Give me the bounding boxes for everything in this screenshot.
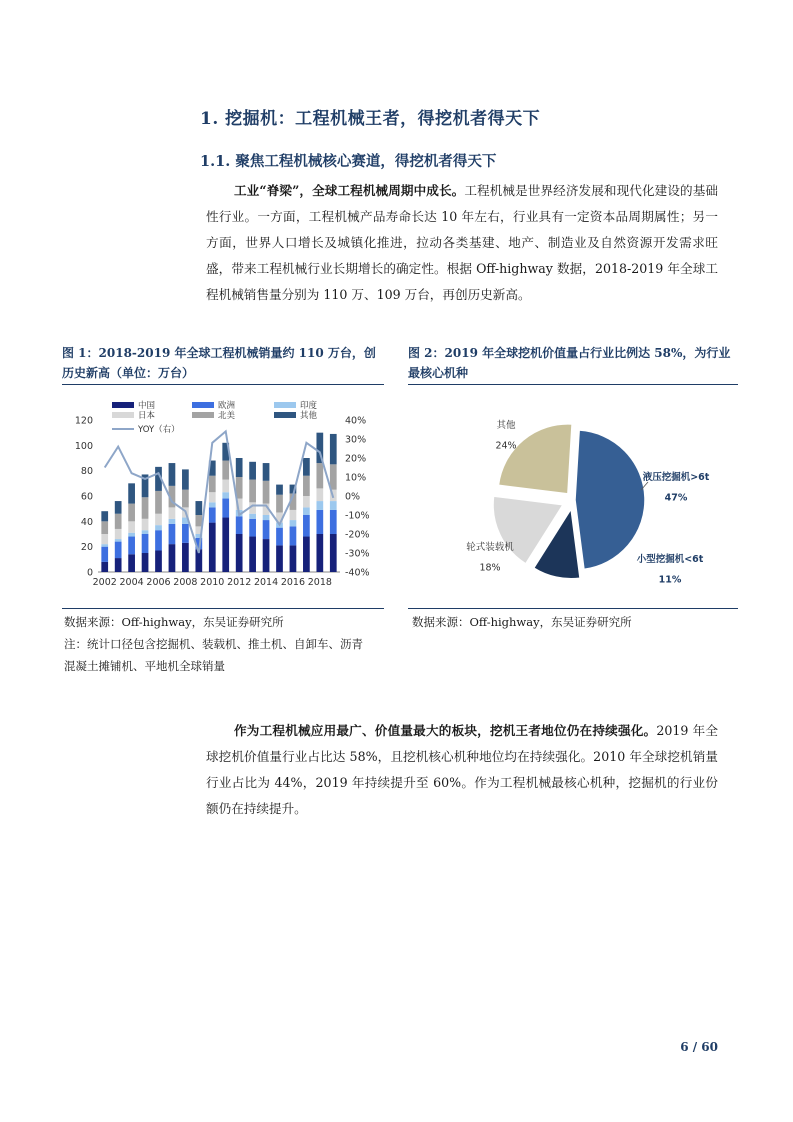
bar-segment xyxy=(222,518,229,572)
bar-segment xyxy=(101,534,108,544)
bar-segment xyxy=(263,520,270,539)
bar-segment xyxy=(316,534,323,572)
legend-label: 欧洲 xyxy=(218,401,236,411)
bar-segment xyxy=(290,510,297,520)
bar-segment xyxy=(128,521,135,532)
page-number: 6 / 60 xyxy=(680,1040,718,1054)
bar-segment xyxy=(142,553,149,572)
bar-segment xyxy=(222,499,229,518)
bar-segment xyxy=(128,533,135,537)
bar-segment xyxy=(316,510,323,534)
bar-segment xyxy=(290,520,297,526)
bar-segment xyxy=(169,507,176,518)
bar-segment xyxy=(142,534,149,553)
y-left-tick-label: 120 xyxy=(74,415,93,427)
bar-segment xyxy=(128,554,135,572)
yoy-line xyxy=(105,431,334,553)
pie-label xyxy=(495,419,516,451)
pie-label-name: 轮式装载机 xyxy=(466,542,514,553)
pie-label-name: 液压挖掘机>6t xyxy=(642,472,710,483)
bar-segment xyxy=(155,514,162,525)
bar-segment xyxy=(101,547,108,562)
bar-segment xyxy=(303,537,310,572)
bar-segment xyxy=(330,534,337,572)
y-right-tick-label: 10% xyxy=(345,472,367,484)
bar-segment xyxy=(222,461,229,480)
y-left-tick-label: 40 xyxy=(80,516,93,528)
bar-segment xyxy=(276,495,283,513)
bar-segment xyxy=(169,524,176,544)
legend-swatch xyxy=(192,402,214,408)
bar-segment xyxy=(209,476,216,492)
bar-segment xyxy=(101,562,108,572)
y-left-tick-label: 20 xyxy=(80,542,93,554)
bar-segment xyxy=(142,519,149,530)
figure-1-source xyxy=(64,611,364,677)
excavator-paragraph xyxy=(206,718,718,822)
pie-label-name: 其他 xyxy=(496,420,516,431)
bar-segment xyxy=(115,529,122,539)
excavator-body: 2019 年全球挖机价值量行业占比达 58%，且挖机核心机种地位均在持续强化。2010 年全球挖机销量行业占比为 44%，2019 年持续提升至 60%。作为工程机械最核心机种，挖掘机的行业份额仍在持续提升。 xyxy=(206,723,718,816)
intro-paragraph xyxy=(206,178,718,308)
bar-segment xyxy=(209,523,216,572)
figure-1-title: 图 1：2018-2019 年全球工程机械销量约 110 万台，创历史新高（单位：万台） xyxy=(62,343,384,385)
y-right-tick-label: -10% xyxy=(345,510,370,522)
x-tick-label: 2004 xyxy=(119,577,144,588)
y-right-tick-label: -20% xyxy=(345,529,370,541)
legend-label: 中国 xyxy=(138,401,156,411)
bar-segment xyxy=(316,501,323,510)
x-tick-label: 2018 xyxy=(307,577,332,588)
bar-segment xyxy=(263,539,270,572)
bar-segment xyxy=(115,539,122,542)
bar-segment xyxy=(303,507,310,515)
bar-segment xyxy=(182,490,189,508)
bar-segment xyxy=(182,524,189,543)
legend-label: 印度 xyxy=(300,401,318,411)
section-heading-1: 1. 挖掘机：工程机械王者，得挖机者得天下 xyxy=(200,109,541,129)
x-tick-label: 2006 xyxy=(146,577,171,588)
bar-segment xyxy=(182,469,189,489)
bar-segment xyxy=(169,544,176,572)
y-right-tick-label: 0% xyxy=(345,491,361,503)
legend-swatch xyxy=(112,412,134,418)
legend-label: 日本 xyxy=(138,411,156,421)
y-right-tick-label: 40% xyxy=(345,415,367,427)
bar-segment xyxy=(169,519,176,524)
bar-segment xyxy=(222,492,229,498)
bar-segment xyxy=(222,480,229,493)
figure-1-source-text: 数据来源：Off-highway，东吴证券研究所 xyxy=(64,615,284,629)
y-right-tick-label: -40% xyxy=(345,567,370,579)
bar-segment xyxy=(142,530,149,534)
bar-segment xyxy=(128,537,135,555)
bar-segment xyxy=(276,528,283,546)
bar-segment xyxy=(249,537,256,572)
y-left-tick-label: 60 xyxy=(80,491,93,503)
pie-label xyxy=(637,553,704,585)
bar-segment xyxy=(115,501,122,514)
bar-segment xyxy=(209,507,216,522)
bar-segment xyxy=(236,534,243,572)
bar-segment xyxy=(330,434,337,464)
bar-segment xyxy=(101,511,108,521)
figure-2-source: 数据来源：Off-highway，东吴证券研究所 xyxy=(412,615,632,629)
bar-segment xyxy=(249,462,256,480)
bar-segment xyxy=(276,545,283,572)
bar-segment xyxy=(263,481,270,504)
bar-segment xyxy=(303,496,310,507)
y-left-tick-label: 0 xyxy=(86,567,93,579)
bar-segment xyxy=(209,502,216,507)
legend-swatch xyxy=(192,412,214,418)
legend-swatch xyxy=(274,412,296,418)
bar-segment xyxy=(249,480,256,503)
figure-2-box xyxy=(408,388,738,609)
pie-label-value: 47% xyxy=(664,492,688,504)
bar-segment xyxy=(249,514,256,519)
bar-segment xyxy=(155,491,162,514)
legend-label: YOY（右） xyxy=(138,425,180,435)
bar-segment xyxy=(169,463,176,486)
bar-chart xyxy=(62,388,384,608)
bar-segment xyxy=(101,521,108,534)
figure-1-box xyxy=(62,388,384,609)
bar-segment xyxy=(142,497,149,519)
y-left-tick-label: 80 xyxy=(80,466,93,478)
pie-slice xyxy=(575,430,645,569)
y-left-tick-label: 100 xyxy=(74,440,93,452)
intro-body: 工程机械是世界经济发展和现代化建设的基础性行业。一方面，工程机械产品寿命长达 10 年左右，行业具有一定资本品周期属性；另一方面，世界人口增长及城镇化推进，拉动各类基建、地产、制造业及自然资源开发需求旺盛，带来工程机械行业长期增长的确定性。根据 Off-highway 数据，2018-2019 年全球工程机械销售量分别为 110 万、109 万台，再创历史新高。 xyxy=(206,183,719,302)
legend-label: 其他 xyxy=(300,411,318,421)
legend-label: 北美 xyxy=(218,411,236,421)
y-right-tick-label: -30% xyxy=(345,548,370,560)
bar-segment xyxy=(263,515,270,520)
pie-slice xyxy=(498,424,572,494)
bar-segment xyxy=(330,464,337,489)
bar-segment xyxy=(316,488,323,501)
legend-swatch xyxy=(112,402,134,408)
y-right-tick-label: 20% xyxy=(345,453,367,465)
bar-segment xyxy=(115,542,122,558)
pie-label-value: 11% xyxy=(658,574,682,586)
y-right-tick-label: 30% xyxy=(345,434,367,446)
x-tick-label: 2016 xyxy=(280,577,306,588)
bar-segment xyxy=(236,516,243,534)
pie-label xyxy=(466,541,514,573)
bar-segment xyxy=(303,515,310,537)
bar-segment xyxy=(263,463,270,481)
bar-segment xyxy=(249,519,256,537)
bar-segment xyxy=(290,526,297,545)
figure-2-title: 图 2：2019 年全球挖机价值量占行业比例达 58%，为行业最核心机种 xyxy=(408,343,738,385)
x-tick-label: 2008 xyxy=(173,577,198,588)
bar-segment xyxy=(303,458,310,476)
pie-label-name: 小型挖掘机<6t xyxy=(636,554,704,565)
bar-segment xyxy=(155,550,162,572)
x-tick-label: 2010 xyxy=(200,577,225,588)
bar-segment xyxy=(155,525,162,530)
x-tick-label: 2014 xyxy=(253,577,279,588)
pie-chart xyxy=(408,388,738,608)
bar-segment xyxy=(303,476,310,496)
bar-segment xyxy=(182,543,189,572)
bar-segment xyxy=(276,485,283,495)
x-tick-label: 2002 xyxy=(92,577,117,588)
bar-segment xyxy=(195,501,202,515)
bar-segment xyxy=(209,492,216,502)
bar-segment xyxy=(316,463,323,488)
bar-segment xyxy=(195,515,202,526)
figure-1-note: 注：统计口径包含挖掘机、装载机、推土机、自卸车、沥青混凝土摊铺机、平地机全球销量 xyxy=(64,637,363,673)
section-heading-1-1: 1.1. 聚焦工程机械核心赛道，得挖机者得天下 xyxy=(200,153,497,170)
excavator-lead: 作为工程机械应用最广、价值量最大的板块，挖机王者地位仍在持续强化。 xyxy=(234,723,657,738)
pie-label-value: 24% xyxy=(495,440,517,452)
legend-swatch xyxy=(274,402,296,408)
x-tick-label: 2012 xyxy=(227,577,252,588)
bar-segment xyxy=(155,530,162,550)
intro-lead: 工业“脊梁”，全球工程机械周期中成长。 xyxy=(234,183,465,198)
bar-segment xyxy=(101,544,108,547)
bar-segment xyxy=(330,501,337,510)
pie-label xyxy=(643,471,710,503)
bar-segment xyxy=(290,545,297,572)
bar-segment xyxy=(128,504,135,522)
bar-segment xyxy=(128,483,135,503)
pie-label-value: 18% xyxy=(479,562,501,574)
bar-segment xyxy=(115,558,122,572)
bar-segment xyxy=(115,514,122,529)
bar-segment xyxy=(236,458,243,477)
bar-segment xyxy=(330,510,337,534)
